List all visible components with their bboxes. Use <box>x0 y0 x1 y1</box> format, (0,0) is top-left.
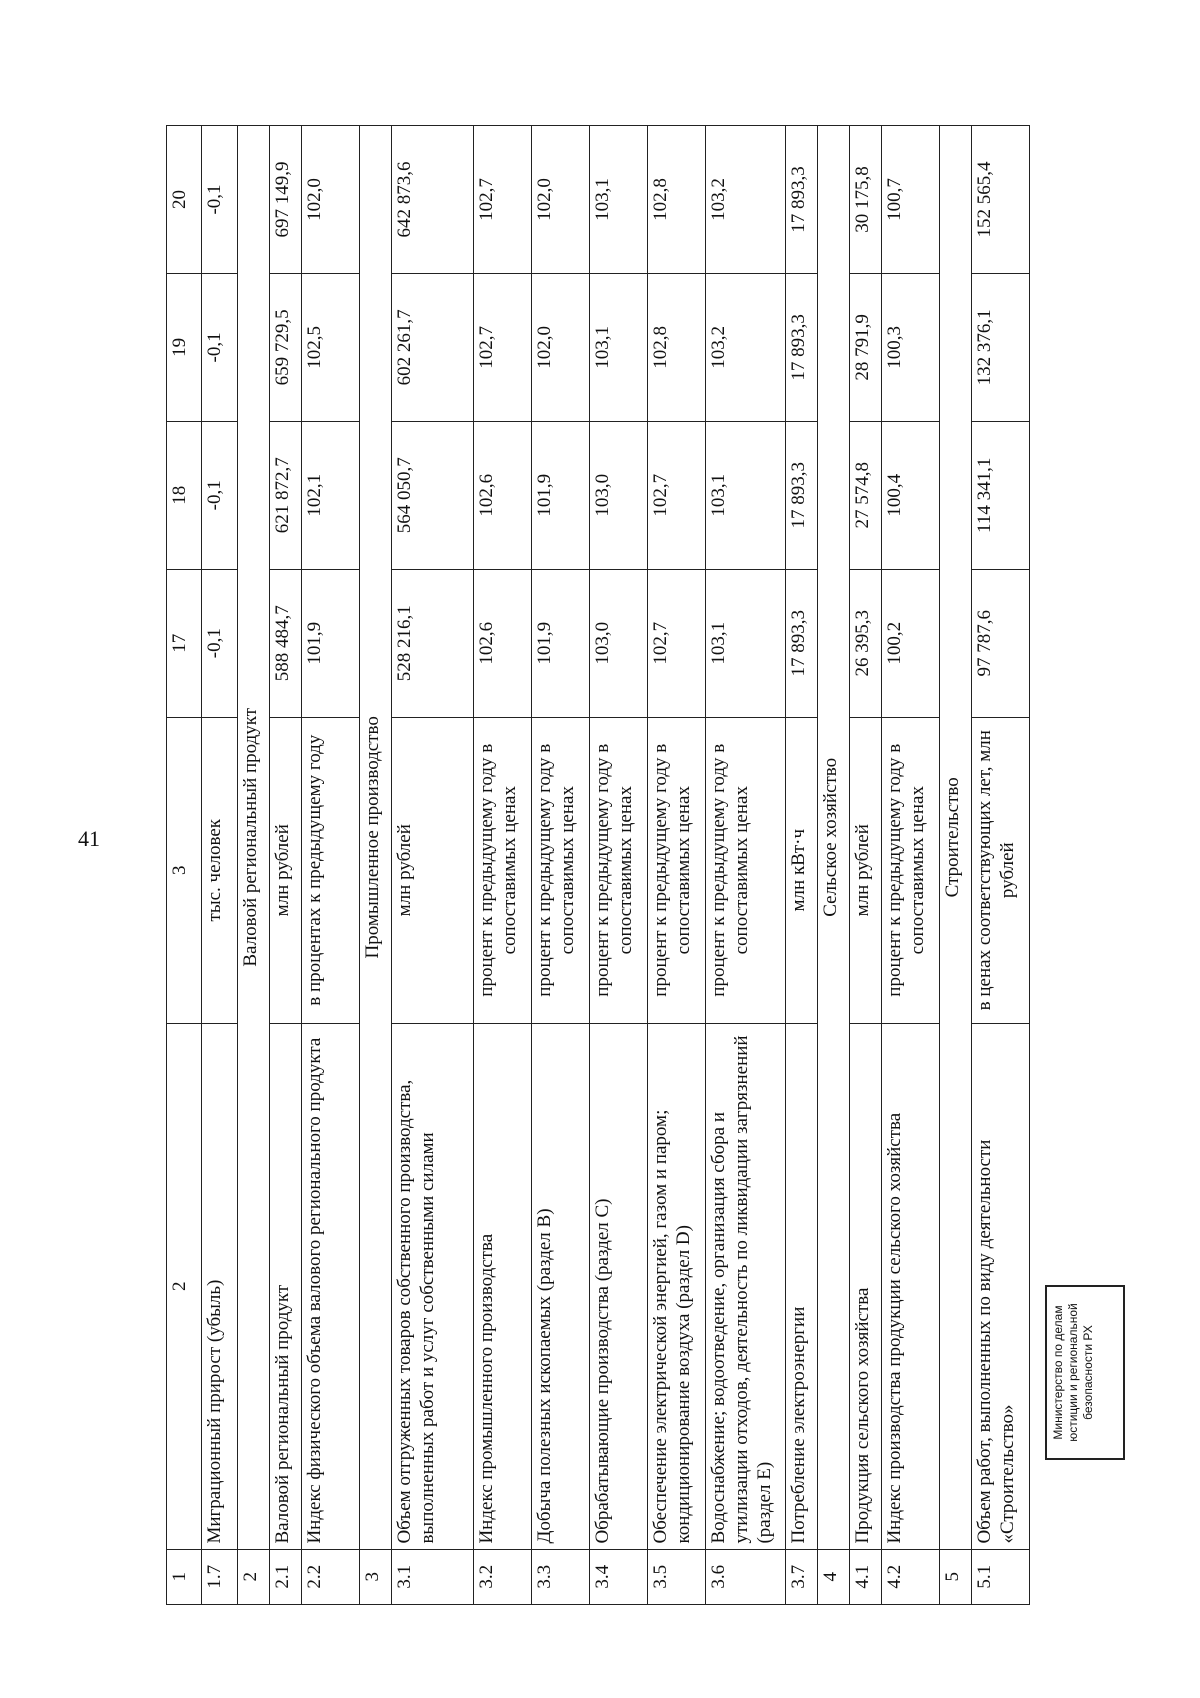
value-19: 100,3 <box>882 273 940 421</box>
section-row <box>940 126 972 1605</box>
section-number: 4 <box>818 1549 850 1604</box>
header-cell: 17 <box>167 569 202 717</box>
section-row <box>360 126 392 1605</box>
value-17: 100,2 <box>882 569 940 717</box>
value-18: -0,1 <box>202 421 238 569</box>
value-20: 103,1 <box>590 126 648 274</box>
table-row <box>302 126 360 1605</box>
unit-cell: в процентах к предыдущему году <box>302 717 360 1023</box>
indicator-name: Обрабатывающие производства (раздел С) <box>590 1023 648 1549</box>
value-17: 101,9 <box>302 569 360 717</box>
value-19: 103,1 <box>590 273 648 421</box>
unit-cell: процент к предыдущему году в сопоставимых ценах <box>532 717 590 1023</box>
value-20: 102,0 <box>532 126 590 274</box>
header-cell: 1 <box>167 1549 202 1604</box>
unit-cell: процент к предыдущему году в сопоставимых ценах <box>706 717 786 1023</box>
section-title: Сельское хозяйство <box>818 126 850 1550</box>
value-19: 17 893,3 <box>786 273 818 421</box>
page-number: 41 <box>78 826 100 851</box>
row-number: 3.3 <box>532 1549 590 1604</box>
value-19: 132 376,1 <box>972 273 1030 421</box>
value-17: 102,7 <box>648 569 706 717</box>
section-row <box>238 126 270 1605</box>
value-20: 697 149,9 <box>270 126 302 274</box>
indicator-name: Объем отгруженных товаров собственного производства, выполненных работ и услуг собственными силами <box>392 1023 474 1549</box>
value-18: 102,1 <box>302 421 360 569</box>
row-number: 3.5 <box>648 1549 706 1604</box>
value-19: 102,0 <box>532 273 590 421</box>
table-row <box>202 126 238 1605</box>
value-19: 103,2 <box>706 273 786 421</box>
value-20: 103,2 <box>706 126 786 274</box>
row-number: 4.2 <box>882 1549 940 1604</box>
table-row <box>474 126 532 1605</box>
value-17: 17 893,3 <box>786 569 818 717</box>
value-18: 17 893,3 <box>786 421 818 569</box>
ministry-stamp: Министерство по делам юстиции и региональной безопасности РХ <box>1045 1285 1125 1460</box>
table-row <box>532 126 590 1605</box>
value-18: 114 341,1 <box>972 421 1030 569</box>
value-17: 103,1 <box>706 569 786 717</box>
value-17: -0,1 <box>202 569 238 717</box>
table-row <box>786 126 818 1605</box>
indicator-name: Водоснабжение; водоотведение, организация сбора и утилизации отходов, деятельность по ликвидации загрязнений (раздел Е) <box>706 1023 786 1549</box>
unit-cell: тыс. человек <box>202 717 238 1023</box>
unit-cell: млн рублей <box>392 717 474 1023</box>
header-cell: 2 <box>167 1023 202 1549</box>
header-cell: 3 <box>167 717 202 1023</box>
value-17: 102,6 <box>474 569 532 717</box>
value-20: 17 893,3 <box>786 126 818 274</box>
header-cell: 19 <box>167 273 202 421</box>
section-title: Валовой региональный продукт <box>238 126 270 1550</box>
indicator-name: Индекс производства продукции сельского хозяйства <box>882 1023 940 1549</box>
value-20: 102,7 <box>474 126 532 274</box>
row-number: 5.1 <box>972 1549 1030 1604</box>
value-18: 564 050,7 <box>392 421 474 569</box>
value-19: 102,5 <box>302 273 360 421</box>
table-row <box>392 126 474 1605</box>
value-19: 659 729,5 <box>270 273 302 421</box>
header-cell: 18 <box>167 421 202 569</box>
rotated-table-container <box>166 125 1016 1605</box>
value-20: 152 565,4 <box>972 126 1030 274</box>
value-20: 102,8 <box>648 126 706 274</box>
value-18: 102,6 <box>474 421 532 569</box>
unit-cell: процент к предыдущему году в сопоставимых ценах <box>474 717 532 1023</box>
section-number: 5 <box>940 1549 972 1604</box>
value-20: 30 175,8 <box>850 126 882 274</box>
value-17: 528 216,1 <box>392 569 474 717</box>
value-19: -0,1 <box>202 273 238 421</box>
value-17: 588 484,7 <box>270 569 302 717</box>
section-title: Строительство <box>940 126 972 1550</box>
indicator-name: Добыча полезных ископаемых (раздел В) <box>532 1023 590 1549</box>
row-number: 4.1 <box>850 1549 882 1604</box>
value-19: 102,7 <box>474 273 532 421</box>
value-19: 28 791,9 <box>850 273 882 421</box>
table-row <box>270 126 302 1605</box>
header-row <box>167 126 202 1605</box>
indicator-name: Продукция сельского хозяйства <box>850 1023 882 1549</box>
table-row <box>706 126 786 1605</box>
unit-cell: млн кВт·ч <box>786 717 818 1023</box>
table-row <box>590 126 648 1605</box>
indicators-table <box>166 125 1030 1605</box>
row-number: 1.7 <box>202 1549 238 1604</box>
value-20: 100,7 <box>882 126 940 274</box>
indicator-name: Обеспечение электрической энергией, газом и паром; кондиционирование воздуха (раздел D) <box>648 1023 706 1549</box>
table-row <box>850 126 882 1605</box>
row-number: 3.7 <box>786 1549 818 1604</box>
section-number: 2 <box>238 1549 270 1604</box>
value-17: 97 787,6 <box>972 569 1030 717</box>
table-row <box>648 126 706 1605</box>
section-number: 3 <box>360 1549 392 1604</box>
value-19: 102,8 <box>648 273 706 421</box>
row-number: 3.2 <box>474 1549 532 1604</box>
value-18: 103,0 <box>590 421 648 569</box>
value-20: 102,0 <box>302 126 360 274</box>
header-cell: 20 <box>167 126 202 274</box>
table-row <box>882 126 940 1605</box>
indicator-name: Валовой региональный продукт <box>270 1023 302 1549</box>
unit-cell: млн рублей <box>270 717 302 1023</box>
value-17: 26 395,3 <box>850 569 882 717</box>
indicator-name: Индекс физического объема валового регионального продукта <box>302 1023 360 1549</box>
row-number: 3.4 <box>590 1549 648 1604</box>
value-17: 103,0 <box>590 569 648 717</box>
indicator-name: Потребление электроэнергии <box>786 1023 818 1549</box>
row-number: 3.6 <box>706 1549 786 1604</box>
row-number: 3.1 <box>392 1549 474 1604</box>
unit-cell: процент к предыдущему году в сопоставимых ценах <box>648 717 706 1023</box>
table-row <box>972 126 1030 1605</box>
value-20: 642 873,6 <box>392 126 474 274</box>
row-number: 2.2 <box>302 1549 360 1604</box>
section-title: Промышленное производство <box>360 126 392 1550</box>
value-20: -0,1 <box>202 126 238 274</box>
value-18: 101,9 <box>532 421 590 569</box>
value-18: 102,7 <box>648 421 706 569</box>
indicator-name: Миграционный прирост (убыль) <box>202 1023 238 1549</box>
value-19: 602 261,7 <box>392 273 474 421</box>
row-number: 2.1 <box>270 1549 302 1604</box>
unit-cell: млн рублей <box>850 717 882 1023</box>
unit-cell: процент к предыдущему году в сопоставимых ценах <box>590 717 648 1023</box>
value-18: 27 574,8 <box>850 421 882 569</box>
value-17: 101,9 <box>532 569 590 717</box>
indicator-name: Объем работ, выполненных по виду деятельности «Строительство» <box>972 1023 1030 1549</box>
section-row <box>818 126 850 1605</box>
value-18: 103,1 <box>706 421 786 569</box>
unit-cell: процент к предыдущему году в сопоставимых ценах <box>882 717 940 1023</box>
indicator-name: Индекс промышленного производства <box>474 1023 532 1549</box>
value-18: 621 872,7 <box>270 421 302 569</box>
unit-cell: в ценах соответствующих лет, млн рублей <box>972 717 1030 1023</box>
value-18: 100,4 <box>882 421 940 569</box>
